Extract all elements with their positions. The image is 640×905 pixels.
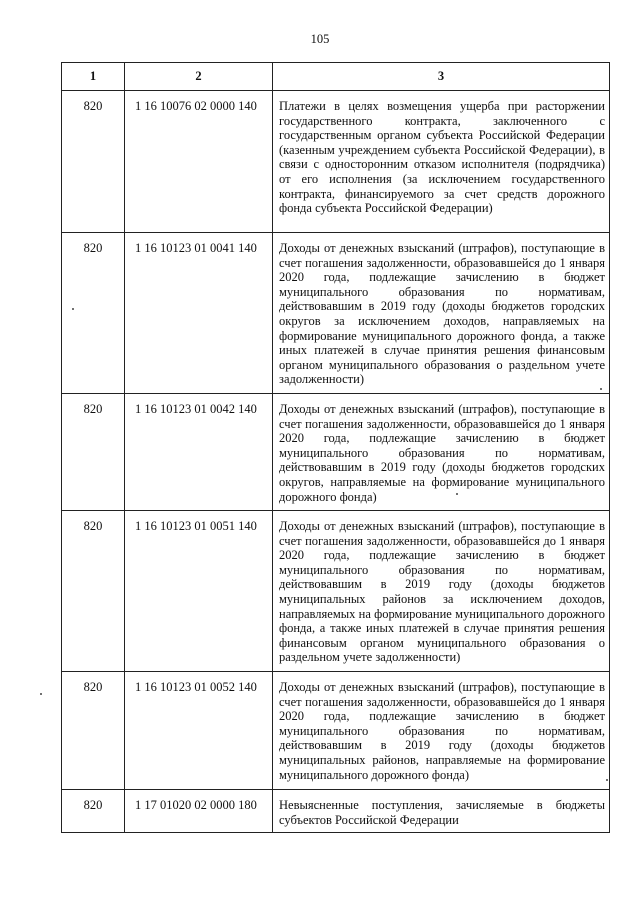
description-cell: Доходы от денежных взысканий (штрафов), поступающие в счет погашения задолженности, образовавшейся до 1 января 2020 года, подлежащие зачислению в бюджет муниципального образования по нормативам, действовавшим в 2019 году (доходы бюджетов муниципальных районов за исключением доходов, направляемых на формирование муниципального дорожного фонда, а также иных платежей в случае принятия решения финансовым органом муниципального образования о раздельном учете задолженности) — [273, 511, 610, 672]
table-row — [62, 672, 610, 790]
column-header-3: 3 — [273, 63, 610, 91]
table-row — [62, 511, 610, 672]
page-number: 105 — [310, 32, 330, 46]
description-cell: Невыясненные поступления, зачисляемые в бюджеты субъектов Российской Федерации — [273, 790, 610, 833]
column-header-1: 1 — [62, 63, 125, 91]
table-row — [62, 394, 610, 511]
scan-speck — [456, 493, 458, 495]
budget-code-cell: 1 16 10123 01 0041 140 — [125, 233, 273, 394]
table-row — [62, 790, 610, 833]
description-cell: Доходы от денежных взысканий (штрафов), поступающие в счет погашения задолженности, образовавшейся до 1 января 2020 года, подлежащие зачислению в бюджет муниципального образования по нормативам, действовавшим в 2019 году (доходы бюджетов городских округов за исключением доходов, направляемых на формирование муниципального дорожного фонда, а также иных платежей в случае принятия решения финансовым органом муниципального образования о раздельном учете задолженности) — [273, 233, 610, 394]
budget-code-cell: 1 16 10123 01 0052 140 — [125, 672, 273, 790]
admin-code-cell: 820 — [62, 511, 125, 672]
revenue-codes-table — [61, 62, 610, 833]
table-header-row — [62, 63, 610, 91]
budget-code-cell: 1 16 10076 02 0000 140 — [125, 91, 273, 233]
scan-speck — [600, 388, 602, 390]
scan-speck — [606, 779, 608, 781]
admin-code-cell: 820 — [62, 672, 125, 790]
table-row — [62, 91, 610, 233]
column-header-2: 2 — [125, 63, 273, 91]
admin-code-cell: 820 — [62, 790, 125, 833]
budget-code-cell: 1 16 10123 01 0042 140 — [125, 394, 273, 511]
description-cell: Доходы от денежных взысканий (штрафов), поступающие в счет погашения задолженности, образовавшейся до 1 января 2020 года, подлежащие зачислению в бюджет муниципального образования по нормативам, действовавшим в 2019 году (доходы бюджетов муниципальных районов, направляемые на формирование муниципального дорожного фонда) — [273, 672, 610, 790]
description-cell: Платежи в целях возмещения ущерба при расторжении государственного контракта, заключенного с государственным органом субъекта Российской Федерации (казенным учреждением субъекта Российской Федерации), в связи с односторонним отказом исполнителя (подрядчика) от его исполнения (за исключением государственного контракта, финансируемого за счет средств дорожного фонда субъекта Российской Федерации) — [273, 91, 610, 233]
budget-code-cell: 1 16 10123 01 0051 140 — [125, 511, 273, 672]
scan-speck — [40, 693, 42, 695]
admin-code-cell: 820 — [62, 91, 125, 233]
description-cell: Доходы от денежных взысканий (штрафов), поступающие в счет погашения задолженности, образовавшейся до 1 января 2020 года, подлежащие зачислению в бюджет муниципального образования по нормативам, действовавшим в 2019 году (доходы бюджетов городских округов, направляемые на формирование муниципального дорожного фонда) — [273, 394, 610, 511]
admin-code-cell: 820 — [62, 394, 125, 511]
scan-speck — [72, 308, 74, 310]
admin-code-cell: 820 — [62, 233, 125, 394]
table-row — [62, 233, 610, 394]
budget-code-cell: 1 17 01020 02 0000 180 — [125, 790, 273, 833]
